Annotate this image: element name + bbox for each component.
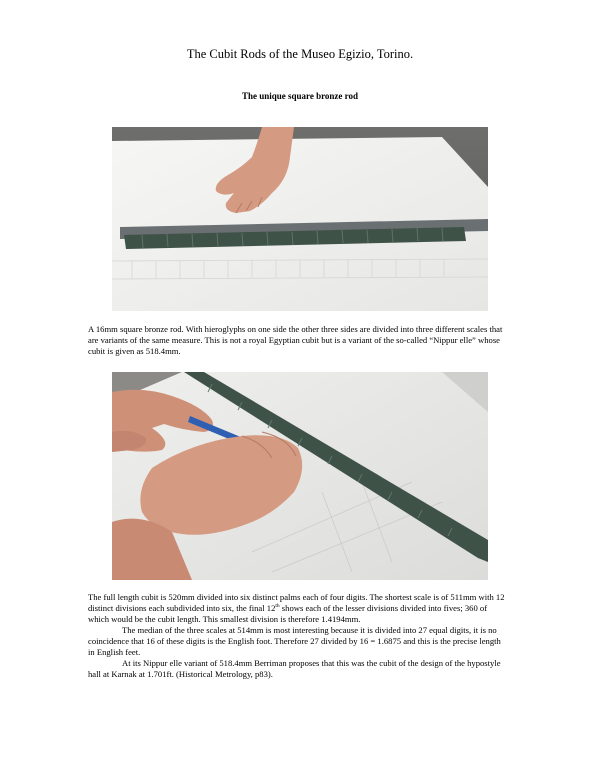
page-title: The Cubit Rods of the Museo Egizio, Torino. xyxy=(186,47,414,61)
caption-text: A 16mm square bronze rod. With hieroglyphs on one side the other three sides are divided into three different scales that are variants of the same measure. This is not a royal Egyptian cubit but is a variant of the so-called “Nippur elle” whose cubit is given as 518.4mm. xyxy=(88,324,503,356)
photo-measuring-rod xyxy=(112,372,488,580)
photo-square-bronze-rod xyxy=(112,127,488,311)
paragraph-nippur-elle: At its Nippur elle variant of 518.4mm Berriman proposes that this was the cubit of the design of the hypostyle hall at Karnak at 1.701ft. (Historical Metrology, p83). xyxy=(88,658,501,679)
body-text xyxy=(88,592,506,680)
paragraph-cubit-scales: The full length cubit is 520mm divided into six distinct palms each of four digits. The shortest scale is of 511mm with 12 distinct divisions each subdivided into six, the final 12th shows each of the lesser divisions divided into fives; 360 of which would be the cubit length. This smallest division is therefore 1.4194mm. xyxy=(88,592,505,624)
section-heading: The unique square bronze rod xyxy=(241,91,359,101)
photo1-caption xyxy=(88,324,506,357)
paragraph-median-scale: The median of the three scales at 514mm is most interesting because it is divided into 27 equal digits, it is no coincidence that 16 of these digits is the English foot. Therefore 27 divided by 16 = 1.6875 and this is the precise length in English feet. xyxy=(88,625,501,657)
